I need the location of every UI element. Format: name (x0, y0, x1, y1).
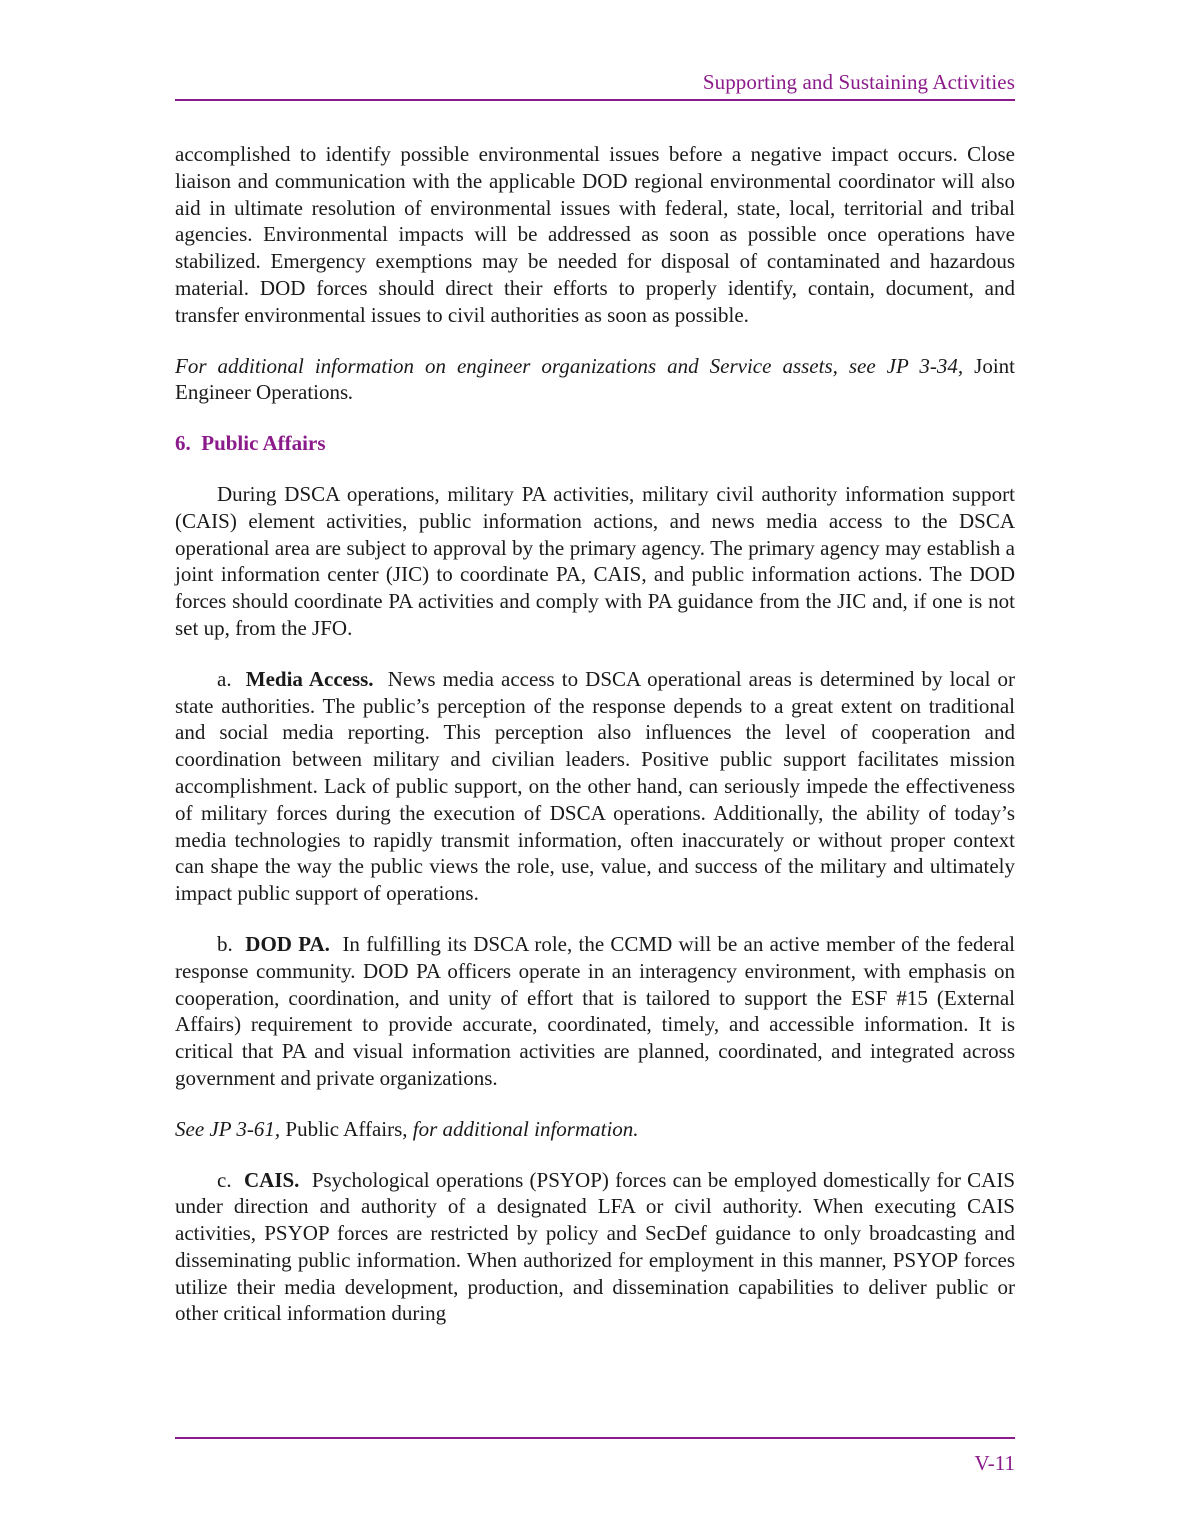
subpara-b-title: DOD PA. (245, 931, 330, 956)
reference-public-affairs (175, 1116, 1015, 1143)
reference-pa-italic-end: for additional information. (412, 1116, 639, 1141)
paragraph-cais (175, 1167, 1015, 1328)
subpara-b-label: b. (217, 931, 233, 956)
footer-rule (175, 1437, 1015, 1439)
paragraph-dod-pa (175, 931, 1015, 1092)
document-page (175, 0, 1015, 1540)
subpara-c-title: CAIS. (243, 1167, 300, 1192)
reference-pa-italic-start: See JP 3-61, (175, 1116, 281, 1141)
subpara-c-label: c. (217, 1167, 232, 1192)
paragraph-public-affairs-intro: During DSCA operations, military PA activities, military civil authority information support (CAIS) element activities, public information actions, and news media access to the DSCA operational area are subject to approval by the primary agency. The primary agency may establish a joint information center (JIC) to coordinate PA, CAIS, and public information actions. The DOD forces should coordinate PA activities and comply with PA guidance from the JIC and, if one is not set up, from the JFO. (175, 481, 1015, 640)
reference-engineer-operations (175, 353, 1015, 407)
header-rule (175, 99, 1015, 101)
document-body (175, 141, 1015, 1351)
reference-engineer-period: . (348, 380, 354, 405)
section-heading-public-affairs (175, 430, 1015, 457)
subpara-b-text: In fulfilling its DSCA role, the CCMD will be an active member of the federal response community. DOD PA officers operate in an interagency environment, with emphasis on cooperation, coordination, and unity of effort that is tailored to support the ESF #15 (External Affairs) requirement to provide accurate, coordinated, timely, and accessible information. It is critical that PA and visual information activities are planned, coordinated, and integrated across government and private organizations. (175, 931, 1016, 1090)
reference-engineer-italic: For additional information on engineer organizations and Service assets, see JP 3-34, (175, 353, 964, 378)
paragraph-environmental-issues: accomplished to identify possible environmental issues before a negative impact occurs. Close liaison and communication with the applicable DOD regional environmental coordinator will also aid in ultimate resolution of environmental issues with federal, state, local, territorial and tribal agencies. Environmental impacts will be addressed as soon as possible once operations have stabilized. Emergency exemptions may be needed for disposal of contaminated and hazardous material. DOD forces should direct their efforts to properly identify, contain, document, and transfer environmental issues to civil authorities as soon as possible. (175, 142, 1015, 327)
running-header-title: Supporting and Sustaining Activities (702, 70, 1015, 94)
subpara-c-text: Psychological operations (PSYOP) forces can be employed domestically for CAIS under direction and authority of a designated LFA or civil authority. When executing CAIS activities, PSYOP forces are restricted by policy and SecDef guidance to only broadcasting and disseminating public information. When authorized for employment in this manner, PSYOP forces utilize their media development, production, and dissemination capabilities to deliver public or other critical information during (175, 1167, 1015, 1326)
subpara-a-text: News media access to DSCA operational areas is determined by local or state authorities. The public’s perception of the response depends to a great extent on traditional and social media reporting. This perception also influences the level of cooperation and coordination between military and civilian leaders. Positive public support facilitates mission accomplishment. Lack of public support, on the other hand, can seriously impede the effectiveness of military forces during the execution of DSCA operations. Additionally, the ability of today’s media technologies to rapidly transmit information, often inaccurately or without proper context can shape the way the public views the role, use, value, and success of the military and ultimately impact public support of operations. (175, 666, 1015, 906)
reference-pa-title: Public Affairs, (285, 1116, 408, 1141)
subpara-a-title: Media Access. (245, 666, 374, 691)
reference-engineer-title: Joint Engineer Operations (175, 353, 1016, 405)
subpara-a-label: a. (217, 666, 232, 691)
paragraph-media-access (175, 666, 1015, 907)
section-number: 6. (175, 431, 191, 456)
section-title: Public Affairs (201, 431, 326, 456)
page-number: V-11 (974, 1451, 1015, 1475)
